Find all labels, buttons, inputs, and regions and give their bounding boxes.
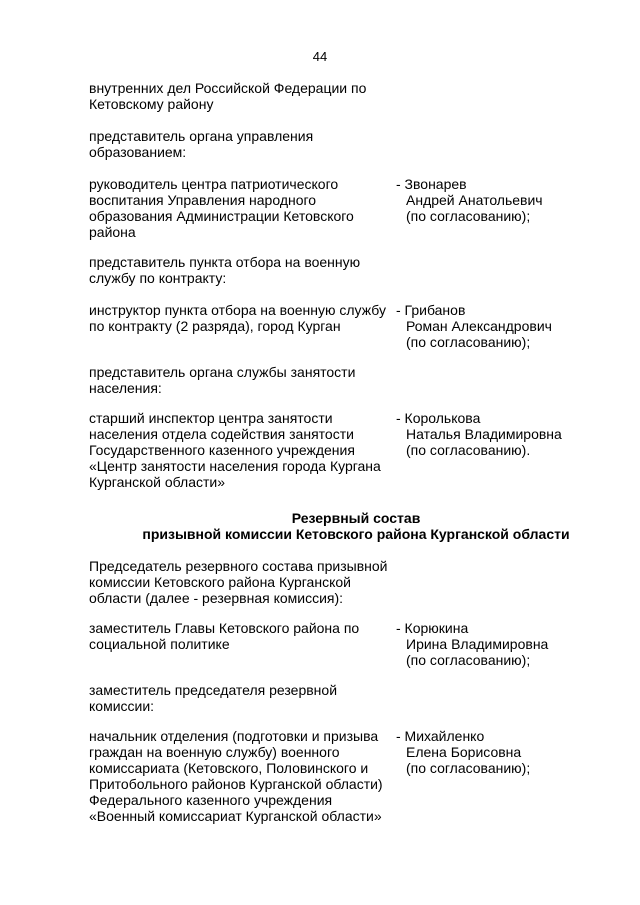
person-name: Ирина Владимировна	[406, 636, 549, 652]
employment-member-person	[396, 410, 596, 458]
text-line: «Военный комиссариат Курганской области»	[89, 808, 382, 824]
person-name: Наталья Владимировна	[406, 426, 562, 442]
person-name: Роман Александрович	[406, 318, 552, 334]
text-line: заместитель Главы Кетовского района по	[89, 620, 360, 636]
text-line: Кетовскому району	[89, 96, 214, 112]
education-group-heading	[89, 128, 389, 160]
person-note: (по согласованию);	[406, 652, 531, 668]
text-line: образованием:	[89, 144, 187, 160]
text-line: заместитель председателя резервной	[89, 682, 338, 698]
text-line: Федерального казенного учреждения	[89, 792, 333, 808]
person-note: (по согласованию);	[406, 760, 531, 776]
contract-member-position	[89, 302, 389, 334]
reserve-chair-intro	[89, 558, 389, 606]
employment-member-position	[89, 410, 389, 490]
reserve-chair-person	[396, 620, 596, 668]
contract-member-person	[396, 302, 596, 350]
text-line: населения отдела содействия занятости	[89, 426, 354, 442]
text-line: Притобольного районов Курганской области)	[89, 776, 383, 792]
employment-group-heading	[89, 364, 389, 396]
text-line: по контракту (2 разряда), город Курган	[89, 318, 341, 334]
person-surname: - Звонарев	[396, 176, 467, 192]
text-line: района	[89, 224, 136, 240]
reserve-section-title	[0, 510, 640, 542]
text-line: старший инспектор центра занятости	[89, 410, 333, 426]
section-title-line: призывной комиссии Кетовского района Курганской области	[142, 526, 570, 542]
text-line: Председатель резервного состава призывной	[89, 558, 388, 574]
text-line: внутренних дел Российской Федерации по	[89, 80, 367, 96]
text-line: комиссии:	[89, 698, 155, 714]
reserve-deputy-intro	[89, 682, 389, 714]
person-surname: - Королькова	[396, 410, 481, 426]
text-line: области (далее - резервная комиссия):	[89, 590, 344, 606]
text-line: руководитель центра патриотического	[89, 176, 339, 192]
contract-group-heading	[89, 254, 389, 286]
person-name: Андрей Анатольевич	[406, 192, 543, 208]
education-member-position	[89, 176, 389, 240]
text-line: населения:	[89, 380, 162, 396]
person-note: (по согласованию).	[406, 442, 531, 458]
text-line: начальник отделения (подготовки и призыва	[89, 728, 379, 744]
page-number: 44	[312, 49, 328, 64]
text-line: Курганской области»	[89, 474, 226, 490]
person-surname: - Михайленко	[396, 728, 485, 744]
text-line: представитель органа службы занятости	[89, 364, 356, 380]
text-line: социальной политике	[89, 636, 230, 652]
person-note: (по согласованию);	[406, 334, 531, 350]
text-line: граждан на военную службу) военного	[89, 744, 340, 760]
text-line: представитель пункта отбора на военную	[89, 254, 361, 270]
education-member-person	[396, 176, 596, 224]
text-line: Государственного казенного учреждения	[89, 442, 355, 458]
text-line: воспитания Управления народного	[89, 192, 317, 208]
text-line: представитель органа управления	[89, 128, 314, 144]
text-line: инструктор пункта отбора на военную службу	[89, 302, 386, 318]
intro-tail-text	[89, 80, 389, 112]
person-surname: - Корюкина	[396, 620, 469, 636]
text-line: службу по контракту:	[89, 270, 227, 286]
person-name: Елена Борисовна	[406, 744, 522, 760]
text-line: комиссариата (Кетовского, Половинского и	[89, 760, 369, 776]
reserve-deputy-position	[89, 728, 389, 824]
text-line: комиссии Кетовского района Курганской	[89, 574, 351, 590]
text-line: образования Администрации Кетовского	[89, 208, 354, 224]
person-note: (по согласованию);	[406, 208, 531, 224]
text-line: «Центр занятости населения города Кургана	[89, 458, 381, 474]
section-title-line: Резервный состав	[291, 510, 421, 526]
reserve-deputy-person	[396, 728, 596, 776]
reserve-chair-position	[89, 620, 389, 652]
person-surname: - Грибанов	[396, 302, 466, 318]
